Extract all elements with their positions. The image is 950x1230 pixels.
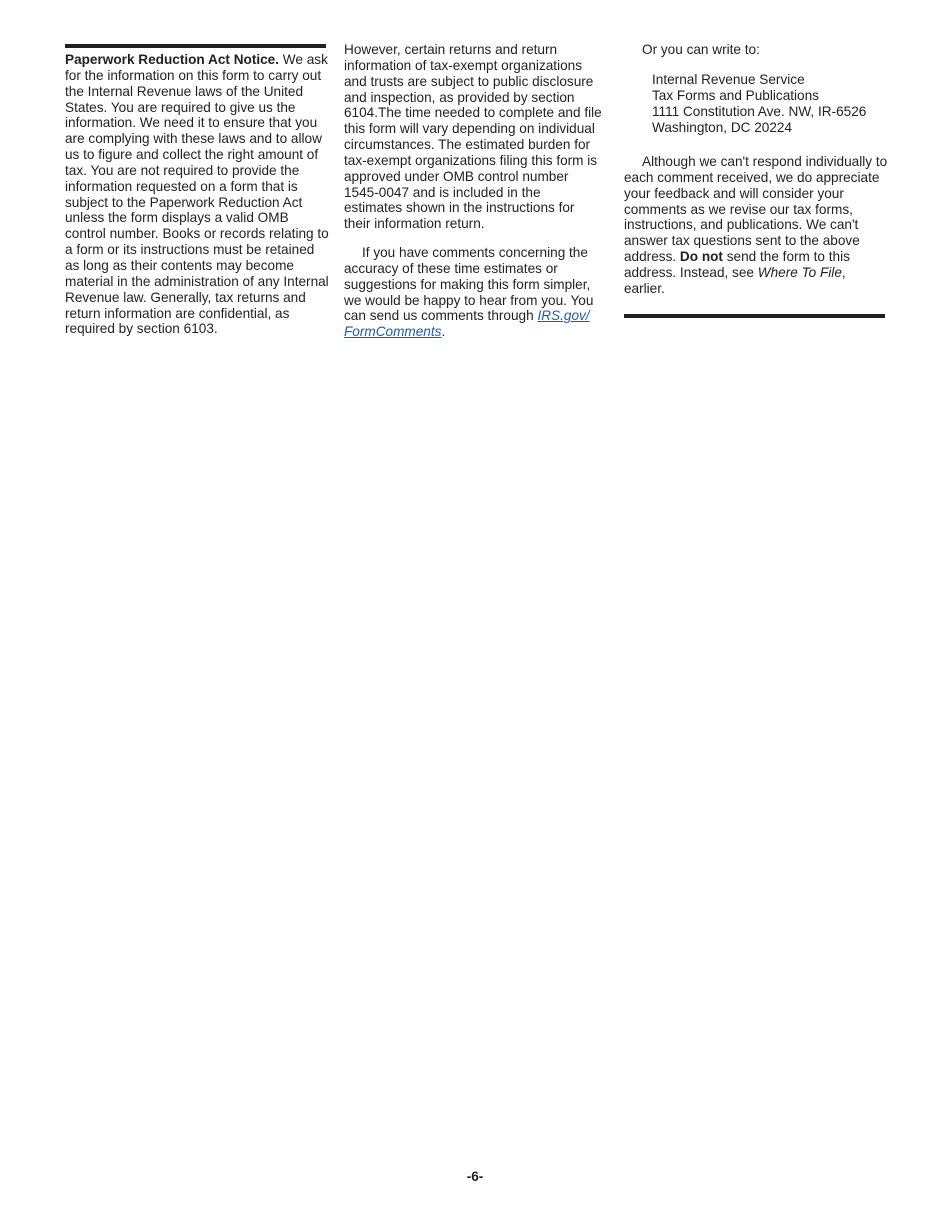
address-line: Washington, DC 20224: [652, 119, 793, 135]
feedback-text-b: send the form to this address. Instead, see: [624, 249, 850, 280]
paperwork-notice-paragraph: [65, 52, 329, 337]
address-line: Internal Revenue Service: [652, 72, 805, 87]
where-to-file-reference: Where To File: [757, 264, 842, 280]
write-to-intro: Or you can write to:: [642, 42, 760, 57]
do-not-emphasis: Do not: [679, 249, 723, 265]
comments-text: If you have comments concerning the accuracy of these time estimates or suggestions for making this form simpler, we would be happy to hear from you. You can send us comments through: [344, 245, 594, 324]
address-line: Tax Forms and Publications: [652, 87, 819, 103]
feedback-text-c: , earlier.: [624, 264, 846, 296]
feedback-paragraph: [624, 154, 888, 297]
mailing-address: [652, 72, 892, 135]
feedback-text-a: Although we can't respond individually to each comment received, we do appreciate your feedback and will consider your comments as we revise our tax forms, instructions, and publications. We can't answer tax questions sent to the above address.: [624, 154, 888, 265]
comments-paragraph: [344, 245, 602, 340]
top-rule: [65, 44, 326, 48]
form-comments-link[interactable]: IRS.gov/ FormComments: [344, 308, 590, 340]
comments-end: .: [441, 324, 446, 340]
disclosure-paragraph: However, certain returns and return information of tax-exempt organizations and trusts are subject to public disclosure and inspection, as provided by section 6104.The time needed to complete and file this form will vary depending on individual circumstances. The estimated burden for tax-exempt organizations filing this form is approved under OMB control number 1545-0047 and is included in the estimates shown in the instructions for their information return.: [344, 42, 602, 232]
paperwork-notice-text: We ask for the information on this form to carry out the Internal Revenue laws of the United States. You are required to give us the information. We need it to ensure that you are complying with these laws and to allow us to figure and collect the right amount of tax. You are not required to provide the information requested on a form that is subject to the Paperwork Reduction Act unless the form displays a valid OMB control number. Books or records relating to a form or its instructions must be retained as long as their contents may become material in the administration of any Internal Revenue law. Generally, tax returns and return information are confidential, as required by section 6103.: [65, 52, 329, 337]
paperwork-notice-heading: Paperwork Reduction Act Notice.: [65, 52, 280, 67]
address-line: 1111 Constitution Ave. NW, IR-6526: [652, 103, 867, 119]
bottom-rule: [624, 314, 885, 318]
page-number: -6-: [466, 1169, 484, 1184]
